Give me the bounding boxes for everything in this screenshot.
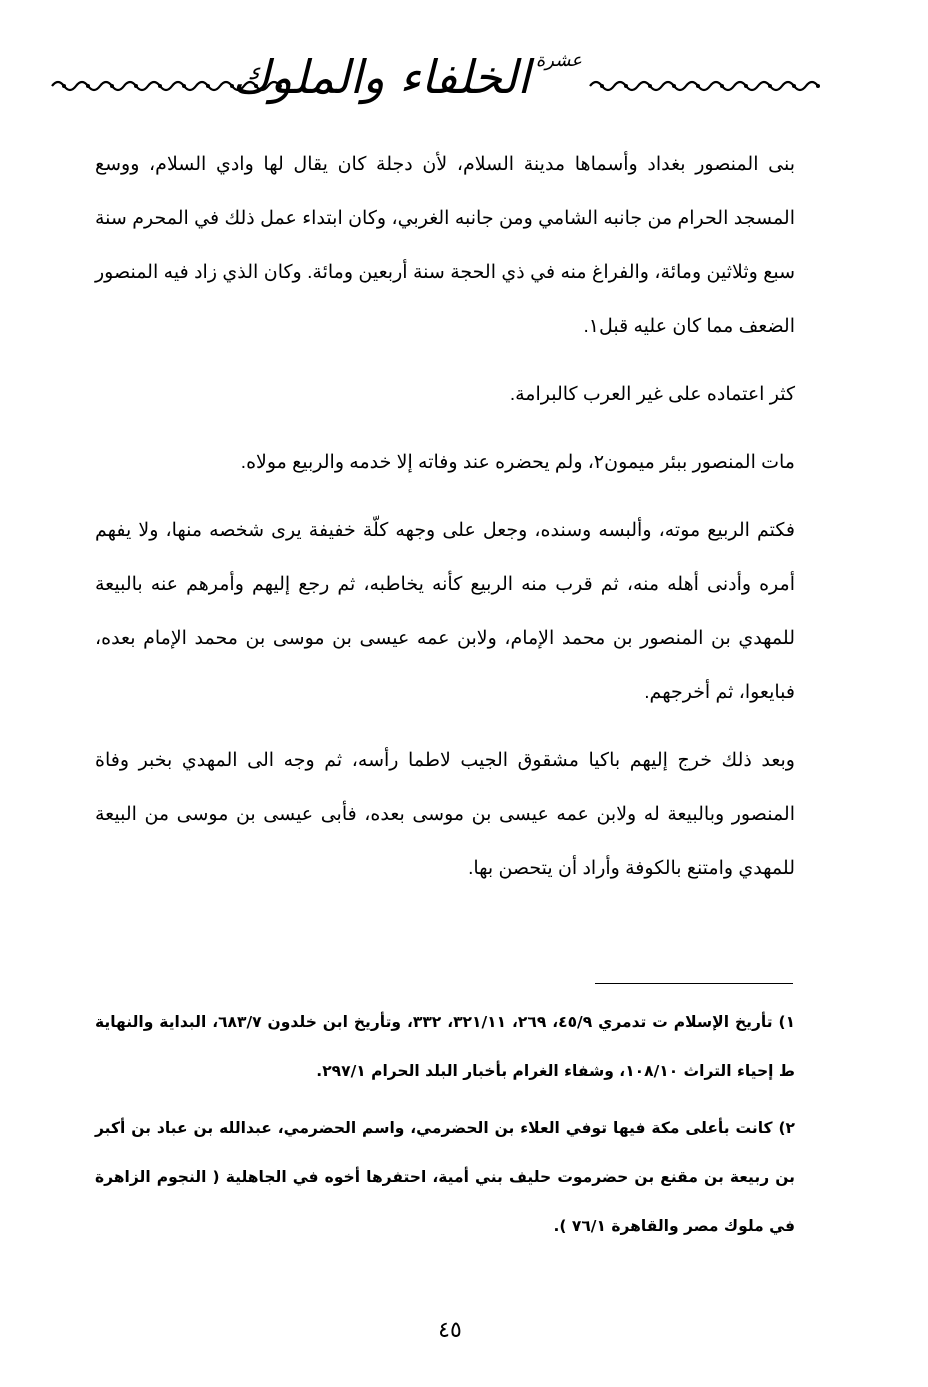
- page-number: ٤٥: [438, 1318, 462, 1343]
- footnote-1: ١) تأريخ الإسلام ت تدمري ٤٥/٩، ٢٦٩، ٣٢١/١١، ٣٣٢، وتأريخ ابن خلدون ٦٨٣/٧، البداية والنهاية ط إحياء التراث ١٠٨/١٠، وشفاء الغرام بأخبار البلد الحرام ٢٩٧/١.: [95, 1013, 796, 1080]
- paragraph-1: بنى المنصور بغداد وأسماها مدينة السلام، لأن دجلة كان يقال لها وادي السلام، ووسع المسجد الحرام من جانبه الشامي ومن جانبه الغربي، وكان ابتداء عمل ذلك في المحرم سنة سبع وثلاثين ومائة، والفراغ منه في ذي الحجة سنة أربعين ومائة. وكان الذي زاد فيه المنصور الضعف مما كان عليه قبل١.: [95, 154, 796, 337]
- paragraph-4: فكتم الربيع موته، وألبسه وسنده، وجعل على وجهه كلّة خفيفة يرى شخصه منها، ولا يفهم أمره وأدنى أهله منه، ثم قرب منه الربيع كأنه يخاطبه، ثم رجع إليهم وأمرهم عنه بالبيعة للمهدي بن المنصور بن محمد الإمام، ولابن عمه عيسى بن موسى بن محمد الإمام بعده، فبايعوا، ثم أخرجهم.: [95, 520, 795, 703]
- page-header: [50, 30, 828, 120]
- paragraph-3: مات المنصور ببئر ميمون٢، ولم يحضره عند وفاته إلا خدمه والربيع مولاه.: [240, 452, 795, 473]
- paragraph-5: وبعد ذلك خرج إليهم باكيا مشقوق الجيب لاطما رأسه، ثم وجه الى المهدي بخبر وفاة المنصور وبالبيعة له ولابن عمه عيسى بن موسى بعده، فأبى عيسى بن موسى من البيعة للمهدي وامتنع بالكوفة وأراد أن يتحصن بها.: [95, 750, 795, 879]
- footnotes: [95, 998, 795, 1259]
- header-title: الخلفاء والملوك: [232, 50, 530, 104]
- header-title-block: [232, 30, 590, 120]
- paragraph-2: كثر اعتماده على غير العرب كالبرامة.: [509, 384, 795, 405]
- body-text: [95, 138, 795, 910]
- footnote-2: ٢) كانت بأعلى مكة فيها توفي العلاء بن الحضرمي، واسم الحضرمي، عبدالله بن عباد بن أكبر بن ربيعة بن مقنع بن حضرموت حليف بني أمية، احتفرها أخوه في الجاهلية ( النجوم الزاهرة في ملوك مصر والقاهرة ٧٦/١ ).: [95, 1119, 795, 1235]
- header-prefix: عشرة: [535, 50, 582, 71]
- header-ornament-right: [588, 75, 828, 97]
- footnote-separator: [595, 983, 793, 984]
